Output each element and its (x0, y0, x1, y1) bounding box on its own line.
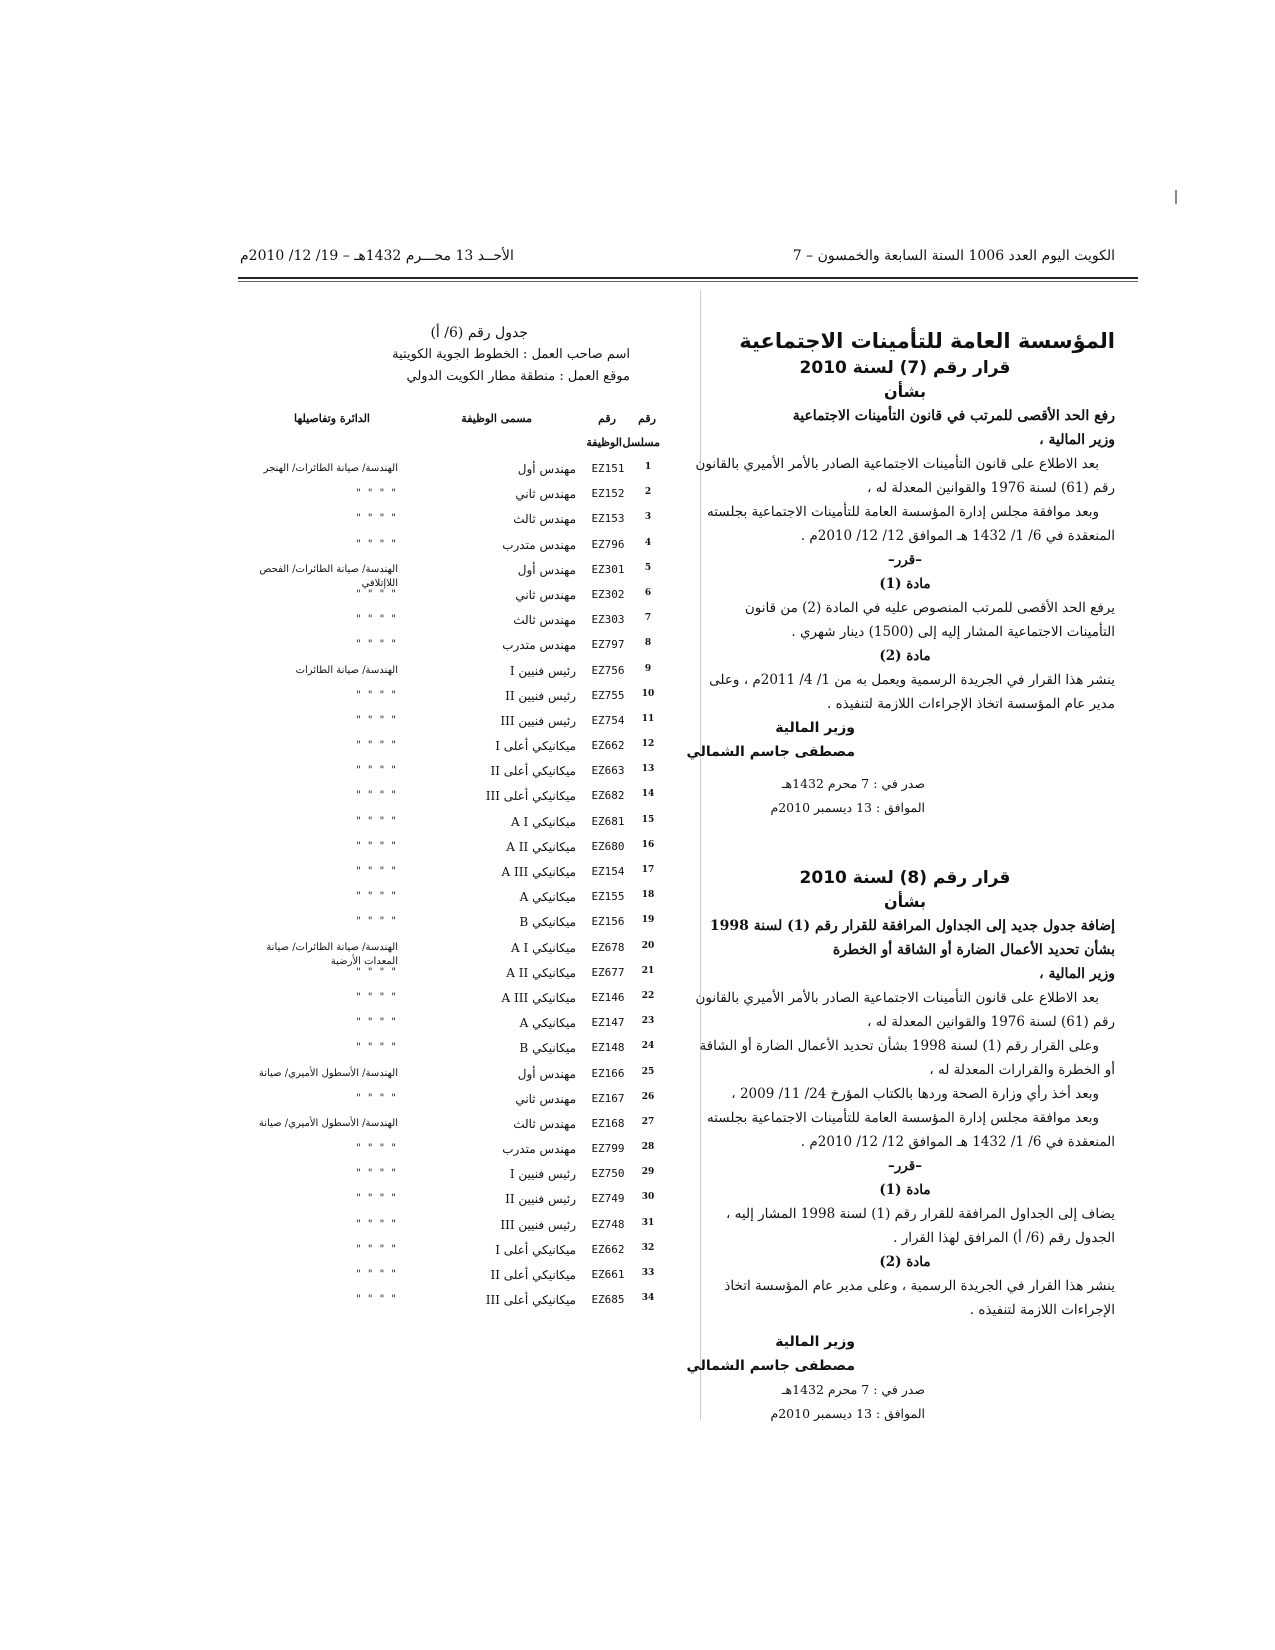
row-department: " " " " (356, 1042, 398, 1054)
row-serial: 10 (641, 688, 655, 699)
decision-7-minister: وزير المالية ، (1039, 432, 1115, 448)
decision-7-preamble-1: بعد الاطلاع على قانون التأمينات الاجتماعية الصادر بالأمر الأميري بالقانون رقم (61) لسنة 1976 والقوانين المعدلة له ، (695, 456, 1115, 496)
row-job-title: مهندس متدرب (502, 537, 576, 552)
header-serial-2: مسلسل (622, 436, 660, 449)
row-serial: 21 (641, 965, 655, 976)
table-row (240, 1188, 660, 1213)
table-row (240, 785, 660, 810)
row-department: " " " " (356, 916, 398, 928)
decision-7-subject: رفع الحد الأقصى للمرتب في قانون التأمينات الاجتماعية (792, 408, 1115, 424)
row-department: " " " " (356, 1143, 398, 1155)
row-job-code: EZ681 (591, 814, 625, 828)
row-serial: 29 (641, 1167, 655, 1178)
row-job-code: EZ152 (591, 487, 625, 501)
row-job-title: ميكانيكي أعلى II (490, 764, 576, 779)
row-department: " " " " (356, 614, 398, 626)
table-row (240, 685, 660, 710)
row-job-title: ميكانيكي B (519, 1041, 576, 1056)
table-row (240, 584, 660, 609)
row-job-code: EZ663 (591, 764, 625, 778)
row-serial: 23 (641, 1016, 655, 1027)
row-serial: 26 (641, 1091, 655, 1102)
row-serial: 18 (641, 890, 655, 901)
row-serial: 2 (644, 487, 652, 498)
table-row (240, 1289, 660, 1314)
scan-mark (1175, 190, 1177, 204)
row-department: " " " " (356, 891, 398, 903)
row-job-title: ميكانيكي B (519, 915, 576, 930)
table-row (240, 886, 660, 911)
row-job-title: ميكانيكي A I (511, 814, 576, 829)
table-row (240, 962, 660, 987)
row-job-title: ميكانيكي A III (501, 990, 576, 1005)
row-job-title: مهندس أول (517, 562, 576, 577)
table-row (240, 1138, 660, 1163)
decision-8-issued-date: صدر في : 7 محرم 1432هـ (781, 1382, 925, 1397)
decision-8-signature-name: مصطفى جاسم الشمالي (686, 1358, 855, 1374)
decision-8-concerning: بشأن (884, 892, 926, 911)
row-job-title: مهندس ثاني (515, 1091, 576, 1106)
row-job-title: رئيس فنيين III (500, 713, 576, 728)
row-job-code: EZ148 (591, 1041, 625, 1055)
decision-7-article-1-heading: مادة (1) (879, 576, 931, 592)
row-serial: 12 (641, 739, 655, 750)
table-row (240, 534, 660, 559)
row-job-code: EZ662 (591, 739, 625, 753)
row-job-title: رئيس فنيين I (509, 663, 576, 678)
row-job-code: EZ750 (591, 1167, 625, 1181)
row-job-title: مهندس متدرب (502, 1142, 576, 1157)
table-row (240, 609, 660, 634)
row-serial: 7 (644, 613, 652, 624)
row-department: " " " " (356, 740, 398, 752)
row-job-code: EZ154 (591, 865, 625, 878)
table-row (240, 861, 660, 886)
row-department: الهندسة/ صيانة الطائرات/ صيانة المعدات الأرضية (266, 941, 398, 967)
row-job-title: ميكانيكي A III (501, 865, 576, 879)
row-job-title: مهندس أول (517, 1066, 576, 1081)
row-department: " " " " (356, 538, 398, 550)
row-department: " " " " (356, 639, 398, 651)
table-employer: اسم صاحب العمل : الخطوط الجوية الكويتية (392, 347, 630, 362)
row-job-code: EZ796 (591, 537, 625, 551)
row-job-code: EZ678 (591, 940, 625, 954)
row-department: الهندسة/ صيانة الطائرات (295, 664, 398, 676)
row-department: " " " " (356, 815, 398, 827)
row-serial: 5 (644, 562, 652, 573)
row-department: " " " " (356, 866, 398, 877)
row-serial: 25 (641, 1066, 655, 1077)
row-job-code: EZ756 (591, 663, 625, 677)
table-row (240, 1088, 660, 1113)
row-job-title: مهندس ثالث (513, 613, 576, 628)
issue-header: الكويت اليوم العدد 1006 السنة السابعة والخمسون – 7 (792, 248, 1115, 264)
header-job-title: مسمى الوظيفة (461, 412, 532, 425)
decision-8-preamble-4: وبعد موافقة مجلس إدارة المؤسسة العامة للتأمينات الاجتماعية بجلسته المنعقدة في 6/ 1/ 1432 هـ الموافق 12/ 12/ 2010م . (706, 1110, 1115, 1150)
row-job-code: EZ155 (591, 890, 625, 904)
row-department: الهندسة/ صيانة الطائرات/ الفحص اللاإتلافي (259, 563, 398, 589)
row-department: " " " " (356, 765, 398, 777)
row-job-title: رئيس فنيين II (505, 688, 576, 703)
row-job-title: ميكانيكي أعلى I (495, 739, 576, 754)
table-row (240, 710, 660, 735)
row-department: " " " " (356, 1017, 398, 1029)
decision-7-signature-title: وزير المالية (775, 720, 855, 736)
row-job-title: مهندس ثاني (515, 487, 576, 502)
row-department: " " " " (356, 1193, 398, 1205)
row-serial: 33 (641, 1268, 655, 1278)
header-code-2: الوظيفة (586, 436, 622, 449)
table-row (240, 1163, 660, 1188)
table-title: جدول رقم (6/ أ) (430, 325, 528, 341)
decision-7-preamble-2: وبعد موافقة مجلس إدارة المؤسسة العامة للتأمينات الاجتماعية بجلسته المنعقدة في 6/ 1/ 1432 هـ الموافق 12/ 12/ 2010م . (706, 504, 1115, 544)
row-department: " " " " (356, 790, 398, 802)
row-job-title: مهندس ثاني (515, 587, 576, 602)
table-row (240, 836, 660, 861)
decision-8-subject: إضافة جدول جديد إلى الجداول المرافقة للقرار رقم (1) لسنة 1998 بشأن تحديد الأعمال الضارة أو الشاقة أو الخطرة (709, 918, 1115, 958)
row-serial: 17 (641, 865, 655, 875)
row-job-code: EZ146 (591, 990, 625, 1004)
decision-7-signature-name: مصطفى جاسم الشمالي (686, 744, 855, 760)
decision-8-preamble-2: وعلى القرار رقم (1) لسنة 1998 بشأن تحديد الأعمال الضارة أو الشاقة أو الخطرة والقرارات المعدلة له ، (699, 1038, 1115, 1078)
decision-8-article-1-text: يضاف إلى الجداول المرافقة للقرار رقم (1) لسنة 1998 المشار إليه ، الجدول رقم (6/ أ) المرافق لهذا القرار . (726, 1206, 1115, 1246)
table-row (240, 987, 660, 1012)
decision-8-minister: وزير المالية ، (1039, 966, 1115, 982)
row-job-title: ميكانيكي أعلى II (490, 1268, 576, 1282)
row-job-title: ميكانيكي A II (506, 965, 576, 980)
header-serial-1: رقم (638, 412, 656, 425)
row-department: " " " " (356, 1294, 398, 1306)
row-department: " " " " (356, 1243, 398, 1255)
decision-7-article-2-heading: مادة (2) (879, 648, 931, 664)
row-job-code: EZ749 (591, 1192, 625, 1206)
row-serial: 22 (641, 990, 655, 1001)
decision-8-article-2-text: ينشر هذا القرار في الجريدة الرسمية ، وعلى مدير عام المؤسسة اتخاذ الإجراءات اللازمة لتنفيذه . (724, 1278, 1115, 1318)
decision-8-decided: –قرر– (888, 1158, 922, 1174)
row-serial: 16 (641, 839, 655, 850)
row-department: " " " " (356, 513, 398, 525)
table-row (240, 483, 660, 508)
decision-7-article-1-text: يرفع الحد الأقصى للمرتب المنصوص عليه في المادة (2) من قانون التأمينات الاجتماعية المشار إليه إلى (1500) دينار شهري . (744, 600, 1115, 640)
row-job-code: EZ680 (591, 839, 625, 853)
row-department: الهندسة/ صيانة الطائرات/ الهنجر (263, 463, 398, 474)
table-row (240, 1012, 660, 1037)
row-job-title: رئيس فنيين III (500, 1217, 576, 1232)
row-job-title: رئيس فنيين II (505, 1192, 576, 1207)
row-serial: 15 (641, 814, 655, 825)
header-code-1: رقم (598, 412, 616, 425)
header-department: الدائرة وتفاصيلها (294, 412, 370, 425)
row-job-title: مهندس ثالث (513, 1116, 576, 1131)
decision-8-preamble-1: بعد الاطلاع على قانون التأمينات الاجتماعية الصادر بالأمر الأميري بالقانون رقم (61) لسنة 1976 والقوانين المعدلة له ، (695, 990, 1115, 1030)
row-job-code: EZ301 (591, 562, 625, 576)
table-row (240, 811, 660, 836)
row-serial: 20 (641, 940, 655, 951)
row-job-code: EZ168 (591, 1116, 625, 1130)
decision-7-decided: –قرر– (888, 552, 922, 568)
table-row (240, 660, 660, 685)
row-job-code: EZ661 (591, 1268, 625, 1281)
organization-title: المؤسسة العامة للتأمينات الاجتماعية (739, 329, 1115, 353)
row-department: الهندسة/ الأسطول الأميري/ صيانة (258, 1067, 398, 1079)
table-header (240, 410, 660, 458)
row-job-code: EZ166 (591, 1066, 625, 1080)
decision-7-issued-date: صدر في : 7 محرم 1432هـ (781, 776, 925, 791)
table-location: موقع العمل : منطقة مطار الكويت الدولي (406, 369, 630, 384)
row-serial: 8 (644, 638, 652, 649)
row-job-code: EZ303 (591, 613, 625, 627)
row-serial: 3 (644, 512, 652, 523)
row-job-title: رئيس فنيين I (509, 1167, 576, 1182)
decision-7-article-2-text: ينشر هذا القرار في الجريدة الرسمية ويعمل به من 1/ 4/ 2011م ، وعلى مدير عام المؤسسة اتخاذ الإجراءات اللازمة لتنفيذه . (709, 672, 1115, 712)
row-serial: 30 (641, 1192, 655, 1203)
table-row (240, 937, 660, 967)
row-job-code: EZ167 (591, 1091, 625, 1105)
table-row (240, 1063, 660, 1088)
row-department: " " " " (356, 1092, 398, 1104)
row-department: " " " " (356, 1168, 398, 1180)
row-job-code: EZ685 (591, 1293, 625, 1307)
row-job-title: مهندس أول (517, 462, 576, 476)
row-job-title: مهندس متدرب (502, 638, 576, 653)
row-serial: 1 (644, 462, 652, 472)
row-job-title: ميكانيكي أعلى III (485, 1293, 576, 1308)
decision-7-title: قرار رقم (7) لسنة 2010 (799, 358, 1011, 378)
row-serial: 24 (641, 1041, 655, 1052)
row-job-title: ميكانيكي A II (506, 839, 576, 854)
row-serial: 31 (641, 1217, 655, 1228)
row-job-code: EZ151 (591, 462, 625, 475)
row-department: " " " " (356, 689, 398, 701)
table-column (240, 322, 660, 1314)
row-department: " " " " (356, 966, 398, 978)
decision-7-concerning: بشأن (884, 382, 926, 401)
row-department: " " " " (356, 1218, 398, 1230)
row-job-title: ميكانيكي أعلى I (495, 1242, 576, 1257)
table-row (240, 458, 660, 483)
row-serial: 11 (641, 713, 655, 724)
table-row (240, 911, 660, 936)
row-serial: 32 (641, 1242, 655, 1253)
row-serial: 6 (644, 587, 652, 598)
row-job-code: EZ302 (591, 587, 625, 601)
row-department: " " " " (356, 840, 398, 852)
row-job-title: ميكانيكي A I (511, 940, 576, 955)
row-job-code: EZ662 (591, 1242, 625, 1256)
row-serial: 27 (641, 1116, 655, 1127)
row-job-code: EZ153 (591, 512, 625, 526)
table-row (240, 1264, 660, 1289)
table-row (240, 634, 660, 659)
table-row (240, 508, 660, 533)
row-job-code: EZ755 (591, 688, 625, 702)
row-job-code: EZ682 (591, 789, 625, 803)
row-job-title: ميكانيكي A (519, 890, 576, 905)
table-row (240, 1037, 660, 1062)
table-row (240, 1239, 660, 1264)
decision-8-article-2-heading: مادة (2) (879, 1254, 931, 1270)
table-body (240, 458, 660, 1314)
row-serial: 28 (641, 1142, 655, 1153)
row-department: الهندسة/ الأسطول الأميري/ صيانة (258, 1117, 398, 1129)
row-department: " " " " (356, 714, 398, 726)
row-job-code: EZ748 (591, 1217, 625, 1231)
row-serial: 14 (641, 789, 655, 800)
row-job-code: EZ156 (591, 915, 625, 929)
row-department: " " " " (356, 991, 398, 1003)
row-job-code: EZ799 (591, 1142, 625, 1156)
row-serial: 13 (641, 764, 655, 775)
table-row (240, 1113, 660, 1138)
table-row (240, 760, 660, 785)
date-header: الأحــد 13 محـــرم 1432هـ – 19/ 12/ 2010م (240, 248, 514, 264)
table-row (240, 559, 660, 589)
row-department: " " " " (356, 588, 398, 600)
decision-8-corresponding-date: الموافق : 13 ديسمبر 2010م (770, 1406, 925, 1421)
row-job-code: EZ797 (591, 638, 625, 652)
row-department: " " " " (356, 488, 398, 500)
row-serial: 9 (644, 663, 652, 674)
row-job-code: EZ754 (591, 713, 625, 727)
row-department: " " " " (356, 1269, 398, 1280)
row-job-code: EZ677 (591, 965, 625, 979)
header-rule-thin (238, 281, 1138, 282)
decision-8-article-1-heading: مادة (1) (879, 1182, 931, 1198)
row-job-title: ميكانيكي A (519, 1016, 576, 1031)
decision-7-corresponding-date: الموافق : 13 ديسمبر 2010م (770, 800, 925, 815)
row-job-title: ميكانيكي أعلى III (485, 789, 576, 804)
decisions-column (686, 326, 1115, 1426)
decision-8-signature-title: وزير المالية (775, 1334, 855, 1350)
decision-8-title: قرار رقم (8) لسنة 2010 (799, 868, 1011, 888)
table-row (240, 1214, 660, 1239)
table-row (240, 735, 660, 760)
row-job-code: EZ147 (591, 1016, 625, 1030)
row-job-title: مهندس ثالث (513, 512, 576, 527)
row-serial: 19 (641, 915, 655, 926)
row-serial: 34 (641, 1293, 655, 1304)
header-rule (238, 277, 1138, 279)
decision-8-preamble-3: وبعد أخذ رأي وزارة الصحة وردها بالكتاب المؤرخ 24/ 11/ 2009 ، (731, 1086, 1099, 1102)
row-serial: 4 (644, 537, 652, 548)
